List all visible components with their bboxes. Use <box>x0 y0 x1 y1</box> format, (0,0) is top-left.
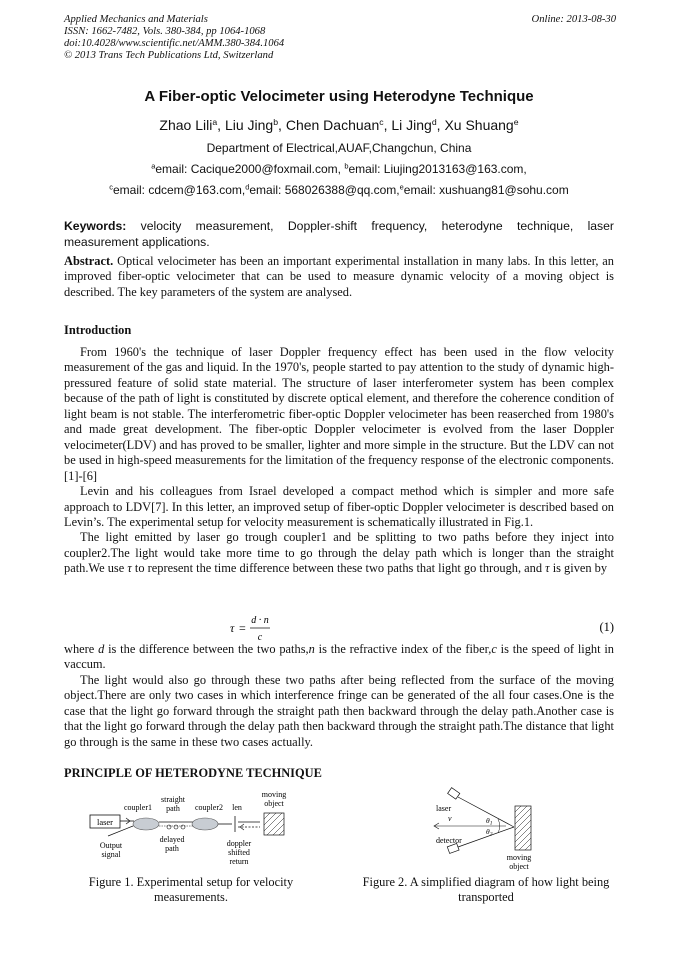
text-run: is the difference between the two paths, <box>104 642 309 656</box>
email-sup: e <box>399 182 404 192</box>
equation-numerator: d · n <box>251 615 269 626</box>
author-affil-sup: a <box>212 116 218 127</box>
paragraph <box>64 642 614 673</box>
author-name: Chen Dachuan <box>285 117 380 133</box>
equation-denominator: c <box>257 632 263 643</box>
theta-symbol: θ <box>486 816 490 825</box>
email-a: email: Cacique2000@foxmail.com, <box>155 162 345 176</box>
fig1-laser-label: laser <box>96 817 114 827</box>
email-line-2 <box>0 183 678 197</box>
fig2-detector-label: detector <box>436 836 462 845</box>
figure-2-caption: Figure 2. A simplified diagram of how light being transported <box>362 875 610 904</box>
section-heading-principle: PRINCIPLE OF HETERODYNE TECHNIQUE <box>64 766 322 780</box>
coupler1-shape <box>133 818 159 830</box>
paragraph: From 1960's the technique of laser Doppler frequency effect has been used in the flow velocity measurement of the gas and liquid. In the 1970's, people started to pay attention to the study of dynamic high-pressured feature of solid state material. The structure of laser interferometer system has been complex because of the path of light is constituted by discrete optical element, and therefore the coherence condition of light beam is not stable. The interferometric fiber-optic Doppler velocimeter has been reaserched from 1980's and made great development. The fiber-optic Doppler velocimeter is evolved from the laser Doppler velocimeter(LDV) and has proved to be smaller, lighter and more simple in the structure. But the LDV can not be used in high-speed measurements for the limitation of the frequency response of the electronic components. [1]-[6] <box>64 345 614 483</box>
author-name: Li Jing <box>391 117 432 133</box>
paper-title: A Fiber-optic Velocimeter using Heterodyne Technique <box>144 88 534 105</box>
equation-graphic <box>64 611 614 643</box>
issn: ISSN: 1662-7482, Vols. 380-384, pp 1064-1068 <box>64 26 266 37</box>
author-name: Zhao Lili <box>159 117 213 133</box>
fig1-delayed-label: delayed <box>159 835 185 844</box>
author-name: Liu Jing <box>224 117 274 133</box>
theta-symbol: θ <box>486 827 490 836</box>
paragraph: Levin and his colleagues from Israel developed a compact method which is simpler and more safe approach to LDV[7]. In this letter, an improved setup of fiber-optic Doppler velocimeter is described based on Levin’s. The experimental setup for velocity measurement is schematically illustrated in Fig.1. <box>64 484 614 529</box>
author-separator: , <box>383 117 392 133</box>
introduction-body-continued <box>64 642 614 750</box>
author-affil-sup: b <box>273 116 279 127</box>
email-sup: c <box>109 182 113 192</box>
author-list <box>0 117 678 133</box>
introduction-body <box>64 345 614 577</box>
paragraph: The light would also go through these two paths after being reflected from the surface of the moving object.There are only two cases in which interference fringe can be generated of the all four cases.One is the case that the light go forward through the straight path then backward through the delay path.Another case is that the light go forward through the delay path then backward through the straight path.The distance that light go through is the same in these two cases actually. <box>64 672 614 749</box>
email-e: email: xushuang81@sohu.com <box>403 183 569 197</box>
var-c: c <box>491 642 497 656</box>
author-name: Xu Shuang <box>444 117 514 133</box>
abstract-label: Abstract. <box>64 254 114 268</box>
fig1-straight-label: straight <box>161 795 185 804</box>
email-c: email: cdcem@163.com, <box>112 183 246 197</box>
section-heading-introduction: Introduction <box>64 323 132 337</box>
fiber-loop <box>181 825 185 829</box>
text-run: The light emitted by laser go trough coupler1 and be splitting to two paths before they inject into coupler2.The light would take more time to go through the delay path which is longer than the straight path.We use <box>64 530 614 576</box>
text-run: is the refractive index of the fiber, <box>314 642 492 656</box>
fiber-loop <box>174 825 178 829</box>
department: Department of Electrical,AUAF,Changchun, China <box>206 141 472 155</box>
fig1-delayed-path-label: path <box>165 844 179 853</box>
coupler2-shape <box>192 818 218 830</box>
text-run: to represent the time difference between these two paths that light go through, and <box>131 561 546 576</box>
fig1-coupler1-label: coupler1 <box>124 803 152 812</box>
email-sup: a <box>151 161 156 171</box>
email-d: email: 568026388@qq.com, <box>249 183 400 197</box>
keywords <box>64 219 614 250</box>
author-affil-sup: c <box>379 116 384 127</box>
fig1-return-label: return <box>229 857 249 866</box>
fig2-moving-label: moving <box>506 853 532 862</box>
laser-emitter-shape <box>448 788 460 799</box>
email-sup: b <box>344 161 349 171</box>
fig2-theta1-label <box>486 816 493 827</box>
figure-1-caption: Figure 1. Experimental setup for velocity measurements. <box>88 875 294 904</box>
author-separator: , <box>436 117 445 133</box>
figure-1-diagram <box>86 786 316 872</box>
fig2-object-label: object <box>509 862 529 871</box>
abstract <box>64 254 614 300</box>
doi: doi:10.4028/www.scientific.net/AMM.380-384.1064 <box>64 38 285 49</box>
fiber-loop <box>167 825 171 829</box>
text-run: is the speed of light in vaccum. <box>64 642 614 672</box>
author-affil-sup: d <box>431 116 437 127</box>
fig1-object-label: object <box>264 799 284 808</box>
output-fiber-line <box>108 826 133 836</box>
email-sup: d <box>245 182 250 192</box>
email-b: email: Liujing2013163@163.com, <box>348 162 527 176</box>
equation-lhs: τ <box>230 621 235 635</box>
equation-number: (1) <box>599 620 614 634</box>
fig1-coupler2-label: coupler2 <box>195 803 223 812</box>
equation-1 <box>64 611 614 643</box>
paragraph <box>64 530 614 576</box>
author-affil-sup: e <box>513 116 519 127</box>
fig1-output-label: Output <box>99 841 123 850</box>
tau-symbol: τ <box>545 561 550 576</box>
fig1-len-label: len <box>232 803 242 812</box>
keywords-label: Keywords: <box>64 219 127 233</box>
theta-sub: 1 <box>489 820 493 827</box>
author-separator: , <box>217 117 225 133</box>
fig2-v-label: v <box>448 814 452 823</box>
fig2-theta2-label <box>486 827 493 838</box>
journal-header <box>64 14 616 62</box>
fig1-shifted-label: shifted <box>228 848 250 857</box>
author-separator: , <box>278 117 286 133</box>
online-date: Online: 2013-08-30 <box>531 14 616 25</box>
figure-2-diagram <box>418 786 568 872</box>
text-run: where <box>64 642 99 656</box>
keywords-text: velocity measurement, Doppler-shift frequency, heterodyne technique, laser measurement applications. <box>64 219 614 249</box>
copyright: © 2013 Trans Tech Publications Ltd, Switzerland <box>64 50 274 61</box>
fig1-signal-label: signal <box>101 850 121 859</box>
text-run: is given by <box>549 561 608 576</box>
var-d: d <box>98 642 105 656</box>
var-n: n <box>308 642 315 656</box>
journal-name: Applied Mechanics and Materials <box>64 14 208 25</box>
theta-sub: 2 <box>489 831 493 838</box>
tau-symbol: τ <box>127 561 132 576</box>
fig1-doppler-label: doppler <box>226 839 252 848</box>
fig2-laser-label: laser <box>436 804 452 813</box>
equation-equals: = <box>239 621 246 635</box>
fig1-moving-label: moving <box>261 790 287 799</box>
abstract-text: Optical velocimeter has been an important experimental installation in many labs. In this letter, an improved fiber-optic velocimeter that can be used to measure dynamic velocity of a moving object is described. The key parameters of the system are analysed. <box>64 254 614 299</box>
fig1-path-label: path <box>166 804 180 813</box>
email-line-1 <box>0 162 678 176</box>
